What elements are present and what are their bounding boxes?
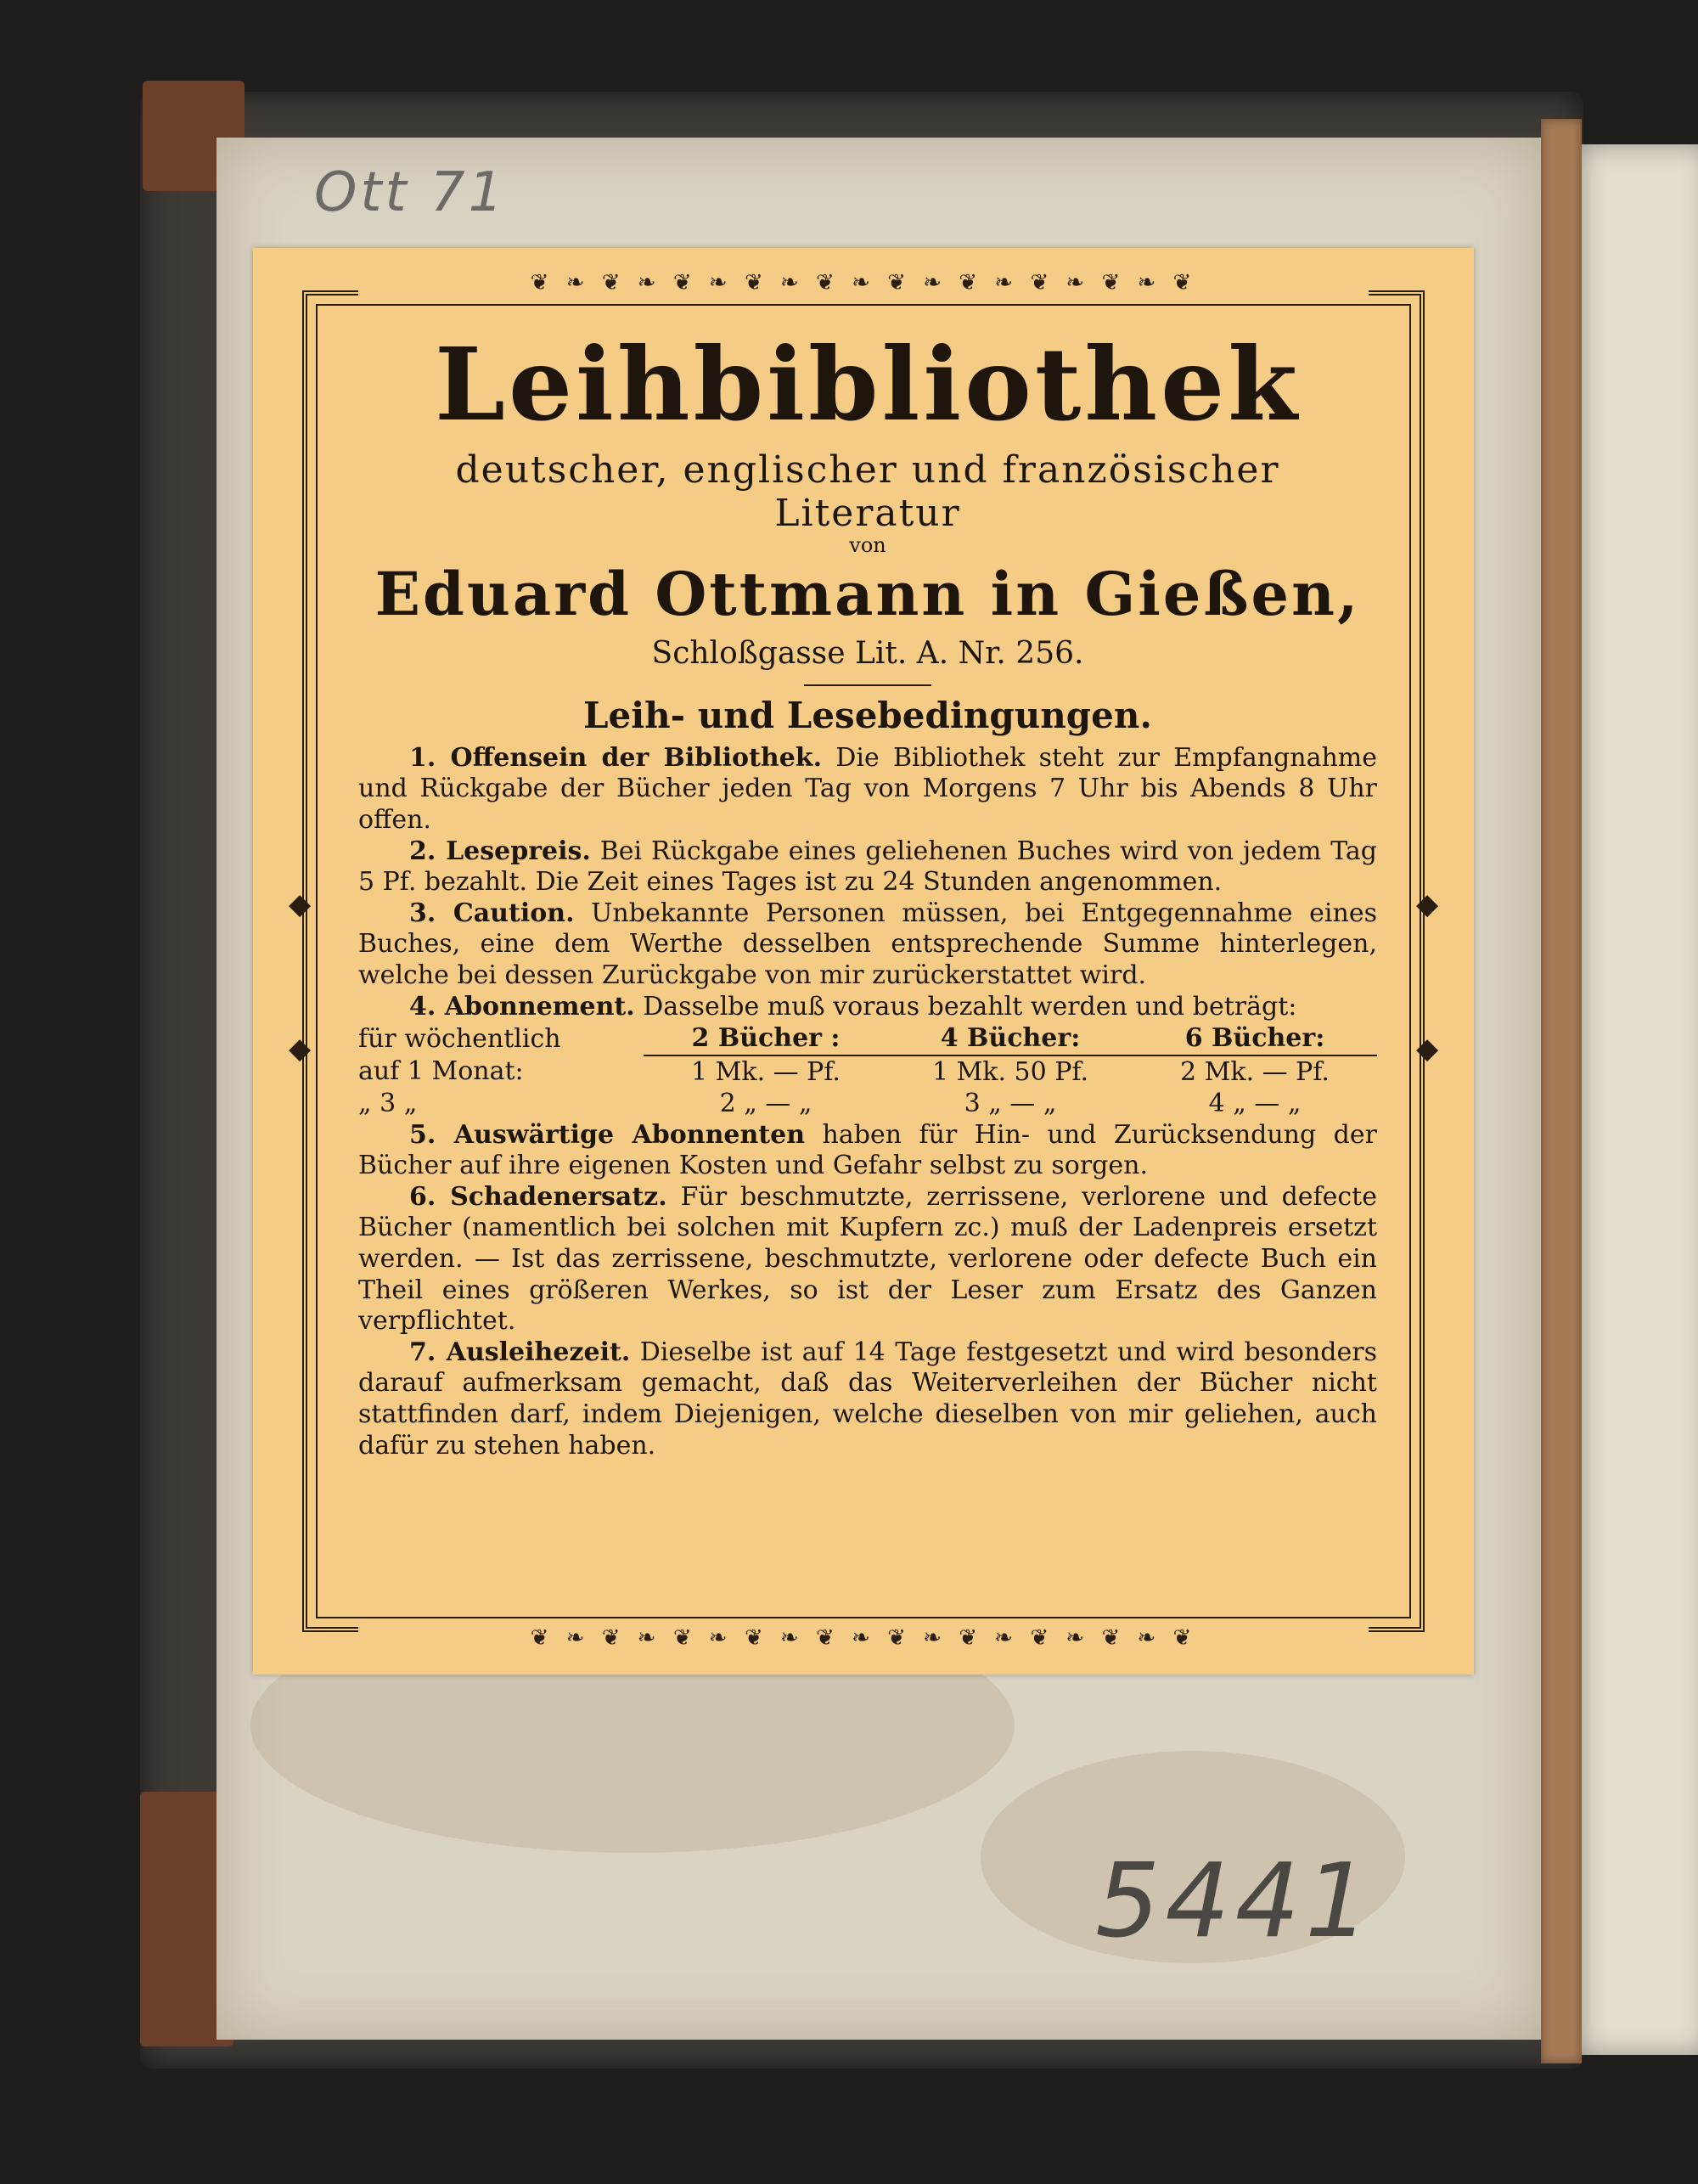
rule-6 <box>358 1182 1377 1337</box>
ornament-border-bottom: ❦ ❧ ❦ ❧ ❦ ❧ ❦ ❧ ❦ ❧ ❦ ❧ ❦ ❧ ❦ ❧ ❦ ❧ ❦ <box>358 1625 1369 1651</box>
table-header: 6 Bücher: <box>1133 1022 1377 1055</box>
rule-text: Unbekannte Personen müssen, bei Entgegennahme eines Buches, eine dem Werthe desselben entsprechende Summe hinterlegen, welche bei dessen Zurückgabe von mir zurückerstattet wird. <box>358 898 1377 990</box>
rule-heading: 1. Offensein der Bibliothek. <box>409 742 823 773</box>
table-row <box>358 1088 1377 1120</box>
rule-text: Die Bibliothek steht zur Empfangnahme und Rückgabe der Bücher jeden Tag von Morgens 7 Uhr bis Abends 8 Uhr offen. <box>358 742 1377 835</box>
ornament-border-left: ◆ <box>289 887 312 921</box>
rule-text: Für beschmutzte, zerrissene, verlorene und defecte Bücher (namentlich bei solchen mit Kupfern zc.) muß der Ladenpreis ersetzt werden. — Ist das zerrissene, beschmutzte, verlorene oder defecte Buch ein Theil eines größeren Werkes, so ist der Leser zum Ersatz des Ganzen verpflichtet. <box>358 1181 1377 1337</box>
title-divider <box>804 684 931 686</box>
ornament-border-right: ◆ <box>1416 1032 1439 1066</box>
table-cell: 1 Mk. — Pf. <box>691 1056 841 1087</box>
facing-page <box>1571 144 1698 2055</box>
rule-2 <box>358 836 1377 898</box>
rule-1 <box>358 743 1377 836</box>
rule-heading: 2. Lesepreis. <box>409 836 591 866</box>
table-cell: „ 3 „ <box>358 1089 418 1119</box>
library-label <box>253 248 1474 1675</box>
label-title: Leihbibliothek <box>435 325 1301 443</box>
table-cell: 2 „ — „ <box>719 1089 812 1119</box>
table-cell: 2 Mk. — Pf. <box>1180 1056 1330 1087</box>
rule-3 <box>358 898 1377 992</box>
rule-heading: 4. Abonnement. <box>409 991 635 1022</box>
label-von: von <box>849 532 886 557</box>
rule-text: Dasselbe muß voraus bezahlt werden und beträgt: <box>634 991 1297 1022</box>
rule-heading: 5. Auswärtige Abonnenten <box>409 1119 806 1150</box>
abonnement-table <box>358 1022 1377 1120</box>
table-header: 4 Bücher: <box>888 1022 1133 1055</box>
ornament-border-top: ❦ ❧ ❦ ❧ ❦ ❧ ❦ ❧ ❦ ❧ ❦ ❧ ❦ ❧ ❦ ❧ ❦ ❧ ❦ <box>358 270 1369 296</box>
table-row <box>358 1022 1377 1055</box>
handwritten-inventory-number: 5441 <box>1095 1843 1375 1961</box>
table-cell: auf 1 Monat: <box>358 1056 524 1087</box>
table-header: 2 Bücher : <box>644 1022 888 1055</box>
rule-7 <box>358 1337 1377 1461</box>
rule-heading: 6. Schadenersatz. <box>409 1181 667 1212</box>
rule-heading: 3. Caution. <box>409 898 575 928</box>
label-owner: Eduard Ottmann in Gießen, <box>374 558 1361 629</box>
table-cell: 4 „ — „ <box>1208 1089 1302 1119</box>
table-cell: für wöchentlich <box>358 1023 561 1054</box>
rule-text: Dieselbe ist auf 14 Tage festgesetzt und wird besonders darauf aufmerksam gemacht, daß das Weiterverleihen der Bücher nicht stattfinden darf, indem Diejenigen, welche dieselben von mir geliehen, auch dafür zu stehen haben. <box>358 1337 1377 1461</box>
rule-text: Bei Rückgabe eines geliehenen Buches wird von jedem Tag 5 Pf. bezahlt. Die Zeit eines Tages ist zu 24 Stunden angenommen. <box>358 836 1377 898</box>
table-cell: 3 „ — „ <box>964 1089 1057 1119</box>
spine-hinge <box>1541 119 1582 2063</box>
label-frame <box>289 270 1439 1651</box>
table-cell: 1 Mk. 50 Pf. <box>931 1056 1089 1087</box>
rule-5 <box>358 1120 1377 1182</box>
ornament-border-right: ◆ <box>1416 887 1439 921</box>
rule-text: haben für Hin- und Zurücksendung der Bücher auf ihre eigenen Kosten und Gefahr selbst zu sorgen. <box>358 1119 1377 1181</box>
label-address: Schloßgasse Lit. A. Nr. 256. <box>651 635 1084 671</box>
handwritten-shelf-mark: Ott 71 <box>314 161 507 224</box>
rule-4 <box>358 992 1377 1023</box>
conditions-title: Leih- und Lesebedingungen. <box>582 694 1153 736</box>
table-row <box>358 1055 1377 1089</box>
ornament-border-left: ◆ <box>289 1032 312 1066</box>
rule-heading: 7. Ausleihezeit. <box>409 1337 631 1367</box>
label-subtitle: deutscher, englischer und französischer Literatur <box>455 447 1280 535</box>
